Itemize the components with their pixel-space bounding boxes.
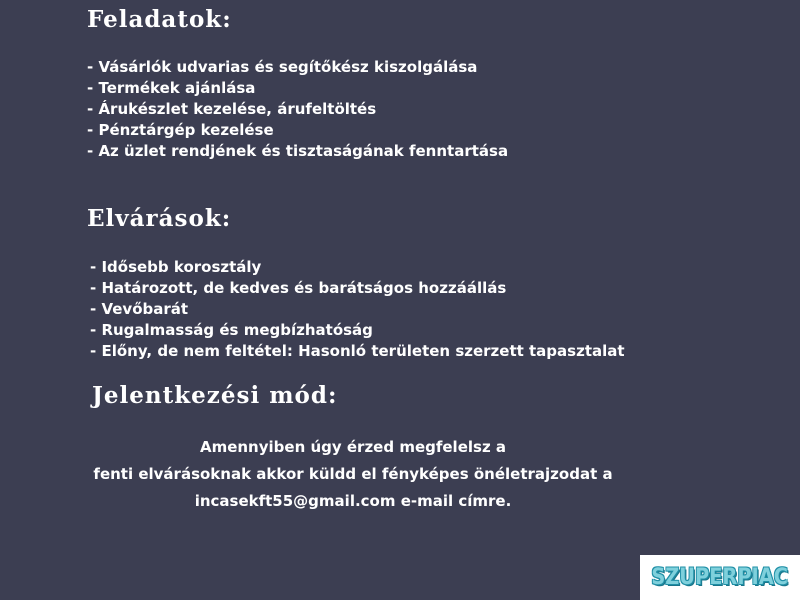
list-item: - Termékek ajánlása — [87, 79, 256, 97]
list-item: - Árukészlet kezelése, árufeltöltés — [87, 100, 377, 118]
szuperpiac-logo — [640, 555, 800, 600]
list-item: - Vevőbarát — [90, 300, 189, 318]
apply-line: Amennyiben úgy érzed megfelelsz a — [199, 438, 507, 456]
list-item: - Idősebb korosztály — [90, 258, 262, 276]
list-item: - Rugalmasság és megbízhatóság — [90, 321, 373, 339]
tasks-list — [87, 57, 508, 162]
apply-line: fenti elvárásoknak akkor küldd el fényképes önéletrajzodat a — [93, 465, 613, 483]
list-item: - Határozott, de kedves és barátságos hozzáállás — [90, 279, 507, 297]
requirements-list — [90, 257, 625, 362]
apply-heading: Jelentkezési mód: — [92, 382, 338, 409]
requirements-heading: Elvárások: — [87, 205, 232, 232]
list-item: - Az üzlet rendjének és tisztaságának fenntartása — [87, 142, 509, 160]
apply-line: incasekft55@gmail.com e-mail címre. — [194, 492, 512, 510]
logo-text: SZUPERPIAC — [651, 565, 789, 590]
apply-text — [0, 434, 706, 515]
list-item: - Pénztárgép kezelése — [87, 121, 274, 139]
list-item: - Előny, de nem feltétel: Hasonló területen szerzett tapasztalat — [90, 342, 625, 360]
tasks-heading: Feladatok: — [87, 6, 232, 33]
list-item: - Vásárlók udvarias és segítőkész kiszolgálása — [87, 58, 478, 76]
